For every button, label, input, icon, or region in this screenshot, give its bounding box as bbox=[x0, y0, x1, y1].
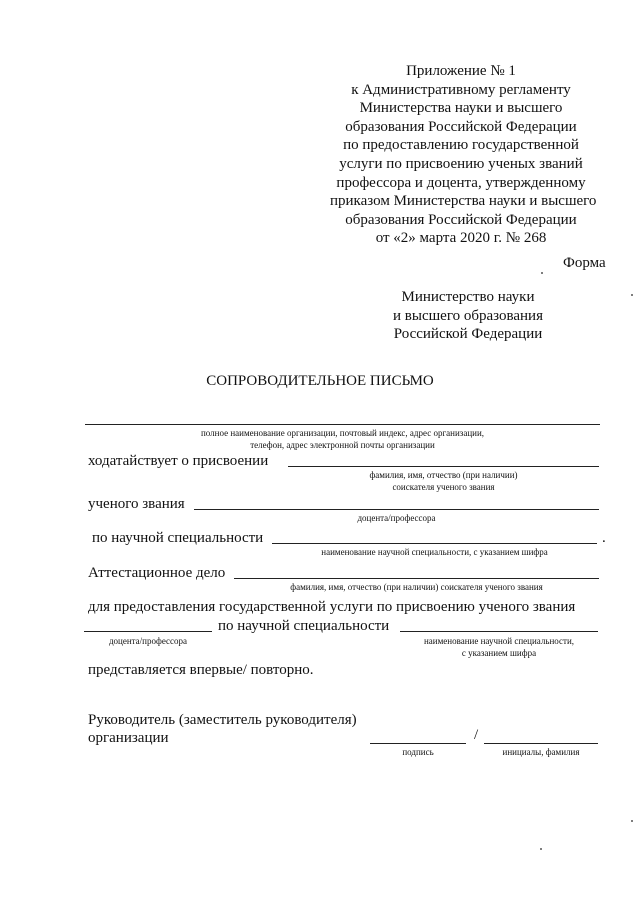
appendix-line: приказом Министерства науки и высшего bbox=[330, 193, 597, 210]
scan-speck bbox=[540, 848, 542, 850]
academic-title-label: ученого звания bbox=[88, 496, 185, 512]
petition-label: ходатайствует о присвоении bbox=[88, 453, 269, 469]
academic-title-field-line[interactable] bbox=[194, 509, 599, 510]
appendix-line: услуги по присвоению ученых званий bbox=[339, 155, 583, 172]
specialty-field-line[interactable] bbox=[272, 543, 597, 544]
appendix-line: образования Российской Федерации bbox=[345, 211, 577, 228]
appendix-line: образования Российской Федерации bbox=[345, 118, 577, 135]
name-field-line[interactable] bbox=[484, 743, 598, 744]
appendix-line: профессора и доцента, утвержденному bbox=[336, 174, 586, 191]
form-label: Форма bbox=[563, 255, 606, 271]
specialty-label: по научной специальности bbox=[92, 530, 264, 546]
certification-field-line[interactable] bbox=[234, 578, 599, 579]
applicant-name-field-line[interactable] bbox=[288, 466, 599, 467]
purpose-caption-left: доцента/профессора bbox=[108, 636, 188, 646]
purpose-specialty-label: по научной специальности bbox=[218, 618, 390, 634]
specialty-caption: наименование научной специальности, с указанием шифра bbox=[321, 547, 548, 557]
scan-speck bbox=[541, 272, 543, 274]
scan-speck bbox=[631, 294, 633, 296]
appendix-line: по предоставлению государственной bbox=[343, 137, 579, 154]
purpose-caption-right-1: наименование научной специальности, bbox=[423, 636, 575, 646]
purpose-specialty-field-line[interactable] bbox=[400, 631, 598, 632]
ministry-line: Российской Федерации bbox=[393, 326, 543, 342]
appendix-line: Министерства науки и высшего bbox=[359, 100, 563, 117]
petition-caption-2: соискателя ученого звания bbox=[392, 482, 495, 492]
signature-slash: / bbox=[474, 727, 479, 743]
petition-caption-1: фамилия, имя, отчество (при наличии) bbox=[369, 470, 518, 480]
appendix-header bbox=[330, 62, 597, 248]
submission-text: представляется впервые/ повторно. bbox=[88, 662, 314, 678]
certification-caption: фамилия, имя, отчество (при наличии) соискателя ученого звания bbox=[290, 582, 543, 592]
academic-title-caption: доцента/профессора bbox=[357, 513, 436, 523]
appendix-line: Приложение № 1 bbox=[406, 63, 516, 79]
purpose-title-field-line[interactable] bbox=[84, 631, 212, 632]
ministry-addressee bbox=[368, 288, 568, 344]
specialty-period: . bbox=[602, 530, 606, 546]
scan-speck bbox=[631, 820, 633, 822]
signatory-organization: организации bbox=[88, 730, 169, 746]
appendix-line: от «2» марта 2020 г. № 268 bbox=[375, 230, 547, 247]
organization-caption-2: телефон, адрес электронной почты организации bbox=[250, 440, 435, 450]
ministry-line: и высшего образования bbox=[393, 307, 543, 324]
signatory-title: Руководитель (заместитель руководителя) bbox=[88, 712, 357, 728]
ministry-line: Министерство науки bbox=[401, 289, 535, 305]
organization-field-line[interactable] bbox=[85, 424, 600, 425]
appendix-line: к Административному регламенту bbox=[351, 81, 571, 98]
name-caption: инициалы, фамилия bbox=[502, 747, 580, 757]
purpose-line-1: для предоставления государственной услуги по присвоению ученого звания bbox=[88, 599, 576, 615]
organization-caption-1: полное наименование организации, почтовый индекс, адрес организации, bbox=[200, 428, 485, 438]
signature-field-line[interactable] bbox=[370, 743, 466, 744]
signature-caption: подпись bbox=[402, 747, 434, 757]
purpose-caption-right-2: с указанием шифра bbox=[461, 648, 537, 658]
document-title: СОПРОВОДИТЕЛЬНОЕ ПИСЬМО bbox=[206, 373, 434, 389]
certification-label: Аттестационное дело bbox=[88, 565, 226, 581]
